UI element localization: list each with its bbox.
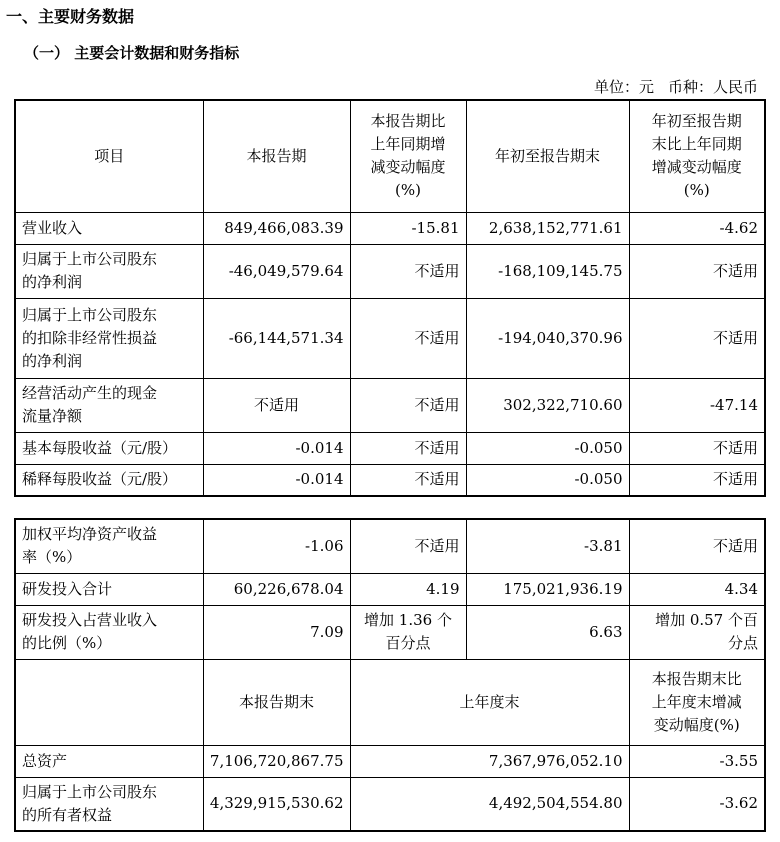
row-current: -66,144,571.34 xyxy=(203,298,350,378)
row-current: -0.014 xyxy=(203,432,350,464)
row-ytd: 302,322,710.60 xyxy=(466,378,629,432)
row-ytd: -3.81 xyxy=(466,519,629,573)
header-line: 上年同期增 xyxy=(370,135,446,154)
row-period-end: 4,329,915,530.62 xyxy=(203,777,350,831)
row-current: -1.06 xyxy=(203,519,350,573)
row-ytd: 175,021,936.19 xyxy=(466,573,629,605)
cell-line: 基本每股收益（元/股） xyxy=(22,438,178,457)
row-current: -46,049,579.64 xyxy=(203,244,350,298)
cell-line: 百分点 xyxy=(385,634,431,652)
row-ytd-change: -47.14 xyxy=(629,378,765,432)
cell-line: 4.19 xyxy=(426,579,460,598)
row-ytd-change xyxy=(629,605,765,659)
row-ytd-change: 不适用 xyxy=(629,464,765,496)
header-prior-year-end: 上年度末 xyxy=(350,659,629,745)
cell-line: 不适用 xyxy=(712,536,758,555)
header-line: 变动幅度(%) xyxy=(653,715,740,734)
row-item xyxy=(15,432,203,464)
header-line: (%) xyxy=(395,181,421,200)
row-item xyxy=(15,777,203,831)
row-ytd-change: 不适用 xyxy=(629,432,765,464)
cell-line: 营业收入 xyxy=(22,218,83,237)
row-ytd: 6.63 xyxy=(466,605,629,659)
row-ytd: -0.050 xyxy=(466,464,629,496)
row-change xyxy=(350,573,466,605)
row-item xyxy=(15,212,203,244)
cell-line: 的比例（%） xyxy=(22,634,112,652)
row-ytd: -0.050 xyxy=(466,432,629,464)
row-item xyxy=(15,244,203,298)
header-line: 上年度末增减 xyxy=(651,692,742,711)
cell-line: 稀释每股收益（元/股） xyxy=(22,470,178,489)
table-row xyxy=(15,573,765,605)
cell-line: 研发投入占营业收入 xyxy=(22,611,158,629)
cell-line: 增加 1.36 个 xyxy=(364,611,452,629)
table-row xyxy=(15,777,765,831)
header-line: 本报告期末比 xyxy=(651,669,742,688)
unit-currency-line xyxy=(594,76,758,97)
row-item xyxy=(15,378,203,432)
row-item xyxy=(15,519,203,573)
header-ytd-change xyxy=(629,100,765,212)
row-ytd-change: -4.62 xyxy=(629,212,765,244)
row-ytd: -194,040,370.96 xyxy=(466,298,629,378)
cell-line: 增加 0.57 个百 xyxy=(655,611,758,629)
header-line: 增减变动幅度 xyxy=(651,158,742,177)
cell-line: 总资产 xyxy=(22,751,68,770)
header-line: 减变动幅度 xyxy=(370,158,446,177)
table-row xyxy=(15,298,765,378)
cell-line: 归属于上市公司股东 xyxy=(22,250,158,268)
row-change xyxy=(350,605,466,659)
row-change: 不适用 xyxy=(350,244,466,298)
cell-line: 的净利润 xyxy=(22,273,83,291)
table-row xyxy=(15,605,765,659)
header-line: (%) xyxy=(683,181,710,200)
cell-line: 的所有者权益 xyxy=(22,805,113,824)
cell-line: 加权平均净资产收益 xyxy=(22,525,158,544)
row-change: -3.55 xyxy=(629,745,765,777)
cell-line: 的净利润 xyxy=(22,351,83,370)
header-ytd: 年初至报告期末 xyxy=(466,100,629,212)
secondary-financial-table xyxy=(14,518,766,832)
sub-title: （一） 主要会计数据和财务指标 xyxy=(24,44,240,62)
cell-line: 归属于上市公司股东 xyxy=(22,782,158,801)
cell-line: 的扣除非经常性损益 xyxy=(22,328,158,347)
unit-label: 单位：元 xyxy=(593,78,654,96)
row-change: 不适用 xyxy=(350,298,466,378)
row-ytd-change: 不适用 xyxy=(629,244,765,298)
row-change: 不适用 xyxy=(350,432,466,464)
cell-line: 分点 xyxy=(727,634,758,652)
cell-line: 研发投入合计 xyxy=(22,579,113,598)
currency-label: 币种：人民币 xyxy=(667,78,758,96)
row-prior-year-end: 7,367,976,052.10 xyxy=(350,745,629,777)
row-current: -0.014 xyxy=(203,464,350,496)
row-change: 不适用 xyxy=(350,464,466,496)
cell-line: 流量净额 xyxy=(22,407,83,425)
section-title: 一、主要财务数据 xyxy=(6,7,135,26)
header-yoy-change xyxy=(350,100,466,212)
row-ytd: -168,109,145.75 xyxy=(466,244,629,298)
row-change xyxy=(350,519,466,573)
cell-line: 归属于上市公司股东 xyxy=(22,305,158,324)
table-row xyxy=(15,432,765,464)
header-line: 本报告期比 xyxy=(370,112,446,131)
cell-line: 率（%） xyxy=(22,548,82,567)
row-item xyxy=(15,464,203,496)
main-financial-table xyxy=(14,99,766,497)
header-line: 年初至报告期 xyxy=(651,112,742,131)
row-ytd-change xyxy=(629,519,765,573)
row-change: -15.81 xyxy=(350,212,466,244)
header-line: 末比上年同期 xyxy=(651,135,742,154)
row-change: -3.62 xyxy=(629,777,765,831)
header-current-period: 本报告期 xyxy=(203,100,350,212)
row-item xyxy=(15,298,203,378)
header-period-end: 本报告期末 xyxy=(203,659,350,745)
header-blank xyxy=(15,659,203,745)
table-row xyxy=(15,464,765,496)
row-ytd-change xyxy=(629,573,765,605)
header-period-change xyxy=(629,659,765,745)
row-current: 60,226,678.04 xyxy=(203,573,350,605)
table-row xyxy=(15,519,765,573)
table-row xyxy=(15,244,765,298)
row-prior-year-end: 4,492,504,554.80 xyxy=(350,777,629,831)
row-current: 不适用 xyxy=(203,378,350,432)
row-current: 7.09 xyxy=(203,605,350,659)
row-period-end: 7,106,720,867.75 xyxy=(203,745,350,777)
row-change: 不适用 xyxy=(350,378,466,432)
table-row xyxy=(15,378,765,432)
table-header-row xyxy=(15,659,765,745)
table-header-row xyxy=(15,100,765,212)
row-item xyxy=(15,745,203,777)
cell-line: 不适用 xyxy=(414,536,460,555)
row-item xyxy=(15,605,203,659)
table-row xyxy=(15,212,765,244)
table-row xyxy=(15,745,765,777)
header-item: 项目 xyxy=(15,100,203,212)
row-ytd-change: 不适用 xyxy=(629,298,765,378)
row-item xyxy=(15,573,203,605)
cell-line: 经营活动产生的现金 xyxy=(22,384,158,402)
cell-line: 4.34 xyxy=(724,579,758,598)
row-current: 849,466,083.39 xyxy=(203,212,350,244)
row-ytd: 2,638,152,771.61 xyxy=(466,212,629,244)
